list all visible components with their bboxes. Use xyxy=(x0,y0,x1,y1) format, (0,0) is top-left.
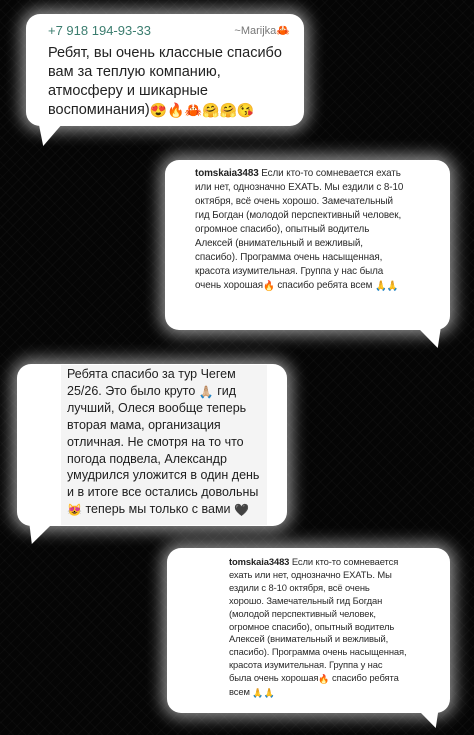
instagram-comment xyxy=(195,166,407,294)
review-bubble-1 xyxy=(26,14,304,126)
clapping-hands-emoji: 🙏🏼 xyxy=(198,384,214,399)
fire-emoji: 🔥 xyxy=(318,674,330,685)
message-text xyxy=(67,366,267,518)
bubble-tail xyxy=(408,318,449,348)
clapping-hands-emoji: 🙏🙏 xyxy=(374,281,399,292)
instagram-comment xyxy=(229,556,407,700)
review-bubble-2 xyxy=(165,160,450,330)
review-bubble-4 xyxy=(167,548,450,713)
message-part-3: теперь мы только с вами xyxy=(85,501,231,516)
bubble-tail xyxy=(22,514,62,544)
comment-username: tomskaia3483 xyxy=(229,556,290,567)
bubble-tail xyxy=(406,698,447,728)
message-part-1: Ребята спасибо за тур Чегем 25/26. Это было круто xyxy=(67,367,236,398)
hugging-face-emoji: 🤗 xyxy=(202,102,220,118)
comment-text: Если кто-то сомневается ехать или нет, однозначно ЕХАТЬ. Мы ездили с 8-10 октября, всё очень хорошо. Замечательный гид Богдан (молодой перспективный человек, огромное спасибо), опытный водитель Алексей (внимательный и вежливый, спасибо). Программа очень насыщенная, красота изумительная. Группа у нас была очень хорошая xyxy=(195,167,404,291)
sender-name-text: ~Marijka xyxy=(234,25,277,37)
message-text xyxy=(48,44,298,120)
fire-emoji: 🔥 xyxy=(263,281,275,292)
message-part-2: гид лучший, Олеся вообще теперь вторая мама, организация отличная. Не смотря на то что погода подвела, Александр умудрился уложится в один день и в итоге все остались довольны xyxy=(67,383,260,499)
black-heart-emoji: 🖤 xyxy=(234,502,249,517)
comment-thanks: спасибо ребята всем xyxy=(229,672,399,698)
comment-thanks: спасибо ребята всем xyxy=(277,279,373,291)
crab-icon: 🦀 xyxy=(276,25,290,37)
hugging-face-emoji: 🤗 xyxy=(219,102,237,118)
message-body: Ребят, вы очень классные спасибо вам за теплую компанию, атмосферу и шикарные воспоминания) xyxy=(48,45,282,118)
comment-text: Если кто-то сомневается ехать или нет, однозначно ЕХАТЬ. Мы ездили с 8-10 октября, всё очень хорошо. Замечательный гид Богдан (молодой перспективный человек, огромное спасибо), опытный водитель Алексей (внимательный и вежливый, спасибо). Программа очень насыщенная, красота изумительная. Группа у нас была очень хорошая xyxy=(229,556,407,684)
kissing-face-emoji: 😘 xyxy=(236,102,255,118)
sender-phone: +7 918 194-93-33 xyxy=(48,23,152,38)
comment-username: tomskaia3483 xyxy=(195,167,259,179)
fire-emoji: 🔥 xyxy=(167,102,185,118)
heart-eyes-emoji: 😍 xyxy=(149,102,168,118)
cat-face-emoji: 😻 xyxy=(67,502,82,517)
sender-name xyxy=(234,24,290,37)
clapping-hands-emoji: 🙏🙏 xyxy=(252,688,275,699)
review-bubble-3 xyxy=(17,364,287,526)
crab-icon: 🦀 xyxy=(184,102,203,118)
